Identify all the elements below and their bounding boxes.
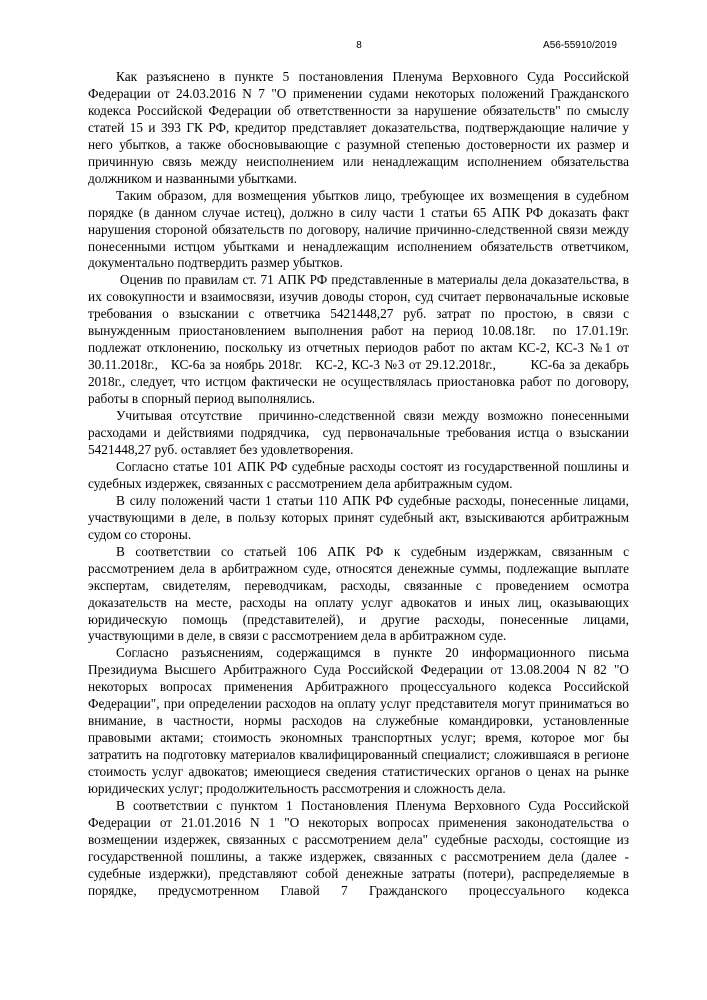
paragraph: Оценив по правилам ст. 71 АПК РФ представленные в материалы дела доказательства, в их совокупности и взаимосвязи, изучив доводы сторон, суд считает первоначальные исковые требования о взыскании с ответчика 5421448,27 руб. затрат по простою, в связи с вынужденным приостановлением выполнения работ на период 10.08.18г. по 17.01.19г. подлежат отклонению, поскольку из отчетных периодов работ по актам КС-2, КС-3 №1 от 30.11.2018г., КС-6а за ноябрь 2018г. КС-2, КС-3 №3 от 29.12.2018г., КС-6а за декабрь 2018г., следует, что истцом фактически не осуществлялась приостановка работ по договору, работы в спорный период выполнялись. <box>88 272 633 407</box>
document-body <box>88 69 633 900</box>
paragraph: Таким образом, для возмещения убытков лицо, требующее их возмещения в судебном порядке (в данном случае истец), должно в силу части 1 статьи 65 АПК РФ доказать факт нарушения стороной обязательств по договору, наличие причинно-следственной связи между понесенными истцом убытками и ненадлежащим исполнением обязательств ответчиком, документально подтвердить размер убытков. <box>88 187 633 271</box>
case-number: А56-55910/2019 <box>543 40 617 51</box>
paragraph: Как разъяснено в пункте 5 постановления Пленума Верховного Суда Российской Федерации от 24.03.2016 N 7 "О применении судами некоторых положений Гражданского кодекса Российской Федерации об ответственности за нарушение обязательств" по смыслу статей 15 и 393 ГК РФ, кредитор представляет доказательства, подтверждающие наличие у него убытков, а также обосновывающие с разумной степенью достоверности их размер и причинную связь между неисполнением или ненадлежащим исполнением обязательства должником и названными убытками. <box>88 69 633 186</box>
paragraph: В соответствии с пунктом 1 Постановления Пленума Верховного Суда Российской Федерации от 21.01.2016 N 1 "О некоторых вопросах применения законодательства о возмещении издержек, связанных с рассмотрением дела" судебные расходы, состоящие из государственной пошлины, а также издержек, связанных с рассмотрением дела (далее - судебные издержки), представляют собой денежные затраты (потери), распределяемые в порядке, предусмотренном Главой 7 Гражданского процессуального кодекса <box>88 797 633 898</box>
paragraph: Учитывая отсутствие причинно-следственной связи между возможно понесенными расходами и действиями подрядчика, суд первоначальные требования истца о взыскании 5421448,27 руб. оставляет без удовлетворения. <box>88 408 633 457</box>
paragraph: Согласно статье 101 АПК РФ судебные расходы состоят из государственной пошлины и судебных издержек, связанных с рассмотрением дела арбитражным судом. <box>88 458 633 491</box>
paragraph: Согласно разъяснениям, содержащимся в пункте 20 информационного письма Президиума Высшего Арбитражного Суда Российской Федерации от 13.08.2004 N 82 "О некоторых вопросах применения Арбитражного процессуального кодекса Российской Федерации", при определении расходов на оплату услуг представителя могут приниматься во внимание, в частности, нормы расходов на служебные командировки, установленные правовыми актами; стоимость экономных транспортных услуг; время, которое мог бы затратить на подготовку материалов квалифицированный специалист; сложившаяся в регионе стоимость услуг адвокатов; имеющиеся сведения статистических органов о ценах на рынке юридических услуг; продолжительность рассмотрения и сложность дела. <box>88 645 633 797</box>
paragraph: В силу положений части 1 статьи 110 АПК РФ судебные расходы, понесенные лицами, участвующими в деле, в пользу которых принят судебный акт, взыскиваются арбитражным судом со стороны. <box>88 492 633 542</box>
paragraph: В соответствии со статьей 106 АПК РФ к судебным издержкам, связанным с рассмотрением дела в арбитражном суде, относятся денежные суммы, подлежащие выплате экспертам, свидетелям, переводчикам, расходы, связанные с проведением осмотра доказательств на месте, расходы на оплату услуг адвокатов и иных лиц, оказывающих юридическую помощь (представителей), и другие расходы, понесенные лицами, участвующими в деле, в связи с рассмотрением дела в арбитражном суде. <box>88 543 633 644</box>
page-number: 8 <box>356 40 362 51</box>
